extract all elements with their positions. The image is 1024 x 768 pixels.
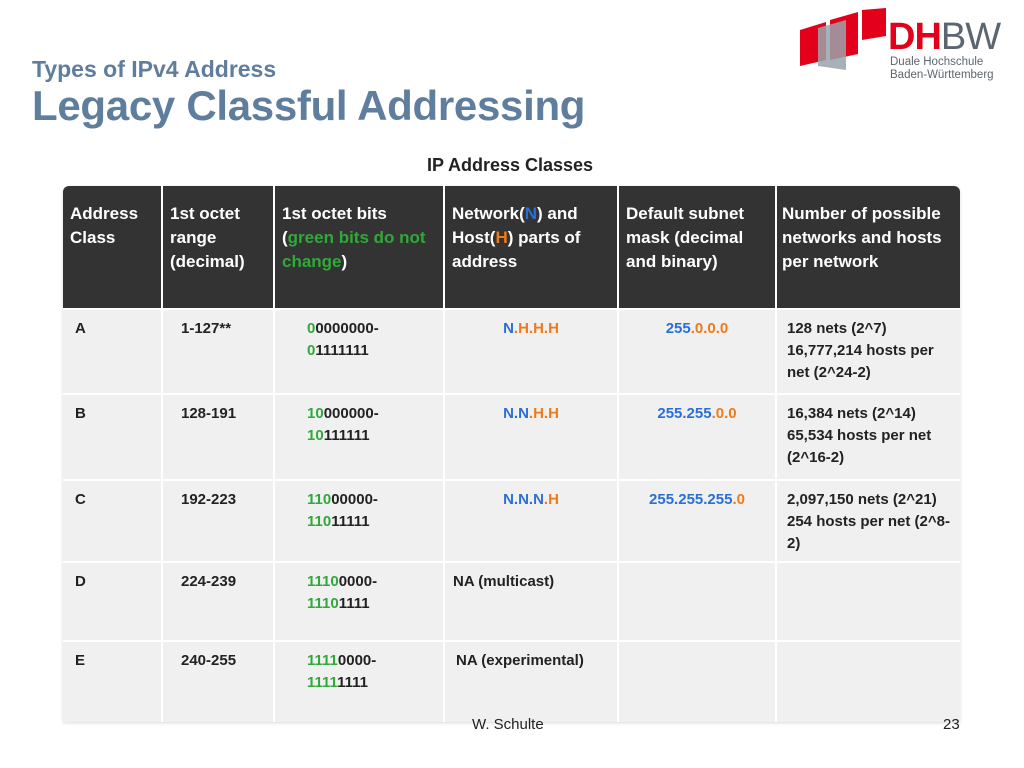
cell-class: D — [75, 573, 86, 590]
cell-range: 224-239 — [181, 573, 237, 590]
header-subnet-mask: Default subnet mask (decimal and binary) — [626, 204, 745, 271]
page-number: 23 — [943, 716, 960, 733]
cell-network-host: N.N.N.H — [503, 491, 559, 508]
logo-subtitle: Duale Hochschule Baden-Württemberg — [890, 56, 994, 81]
cell-bits: 10000000- 10111111 — [307, 405, 379, 444]
cell-bits: 00000000- 01111111 — [307, 320, 379, 359]
cell-class: B — [75, 405, 86, 422]
row-divider — [63, 561, 960, 563]
ip-classes-table — [63, 186, 960, 722]
cell-range: 1-127** — [181, 320, 232, 337]
cell-bits: 11000000- 11011111 — [307, 491, 378, 530]
cell-networks-hosts: 2,097,150 nets (2^21) 254 hosts per net (2^8-2) — [787, 491, 950, 552]
dhbw-logo-mark-icon — [800, 8, 886, 78]
cell-range: 240-255 — [181, 652, 237, 669]
logo-wordmark: DHBW — [888, 16, 1001, 58]
header-networks-hosts: Number of possible networks and hosts per network — [782, 204, 942, 271]
slide-title: Legacy Classful Addressing — [32, 82, 586, 129]
header-octet-bits: 1st octet bits (green bits do not change) — [282, 204, 426, 271]
table-caption: IP Address Classes — [426, 155, 594, 175]
cell-class: E — [75, 652, 86, 669]
row-divider — [63, 308, 960, 310]
cell-bits: 11110000- 11111111 — [307, 652, 377, 691]
cell-bits: 11100000- 11101111 — [307, 573, 378, 612]
header-octet-range: 1st octet range (decimal) — [170, 204, 245, 271]
cell-networks-hosts: 16,384 nets (2^14) 65,534 hosts per net (2^16-2) — [787, 405, 932, 466]
footer-author: W. Schulte — [472, 716, 544, 733]
row-divider — [63, 393, 960, 395]
cell-range: 192-223 — [181, 491, 237, 508]
cell-network-host: NA (experimental) — [456, 652, 584, 669]
cell-range: 128-191 — [181, 405, 237, 422]
cell-networks-hosts: 128 nets (2^7) 16,777,214 hosts per net (2^24-2) — [787, 320, 934, 381]
row-divider — [63, 479, 960, 481]
cell-class: C — [75, 491, 86, 508]
header-address-class: Address Class — [70, 204, 139, 247]
slide-subtitle: Types of IPv4 Address — [32, 56, 277, 82]
cell-subnet-mask: 255.255.255.0 — [649, 491, 745, 508]
cell-network-host: N.H.H.H — [503, 320, 559, 337]
dhbw-logo — [800, 6, 1015, 82]
cell-subnet-mask: 255.255.0.0 — [657, 405, 737, 422]
cell-class: A — [75, 320, 86, 337]
cell-network-host: NA (multicast) — [453, 573, 555, 590]
header-network-host: Network(N) and Host(H) parts of address — [452, 204, 581, 271]
cell-network-host: N.N.H.H — [503, 405, 559, 422]
cell-subnet-mask: 255.0.0.0 — [665, 320, 729, 337]
row-divider — [63, 640, 960, 642]
